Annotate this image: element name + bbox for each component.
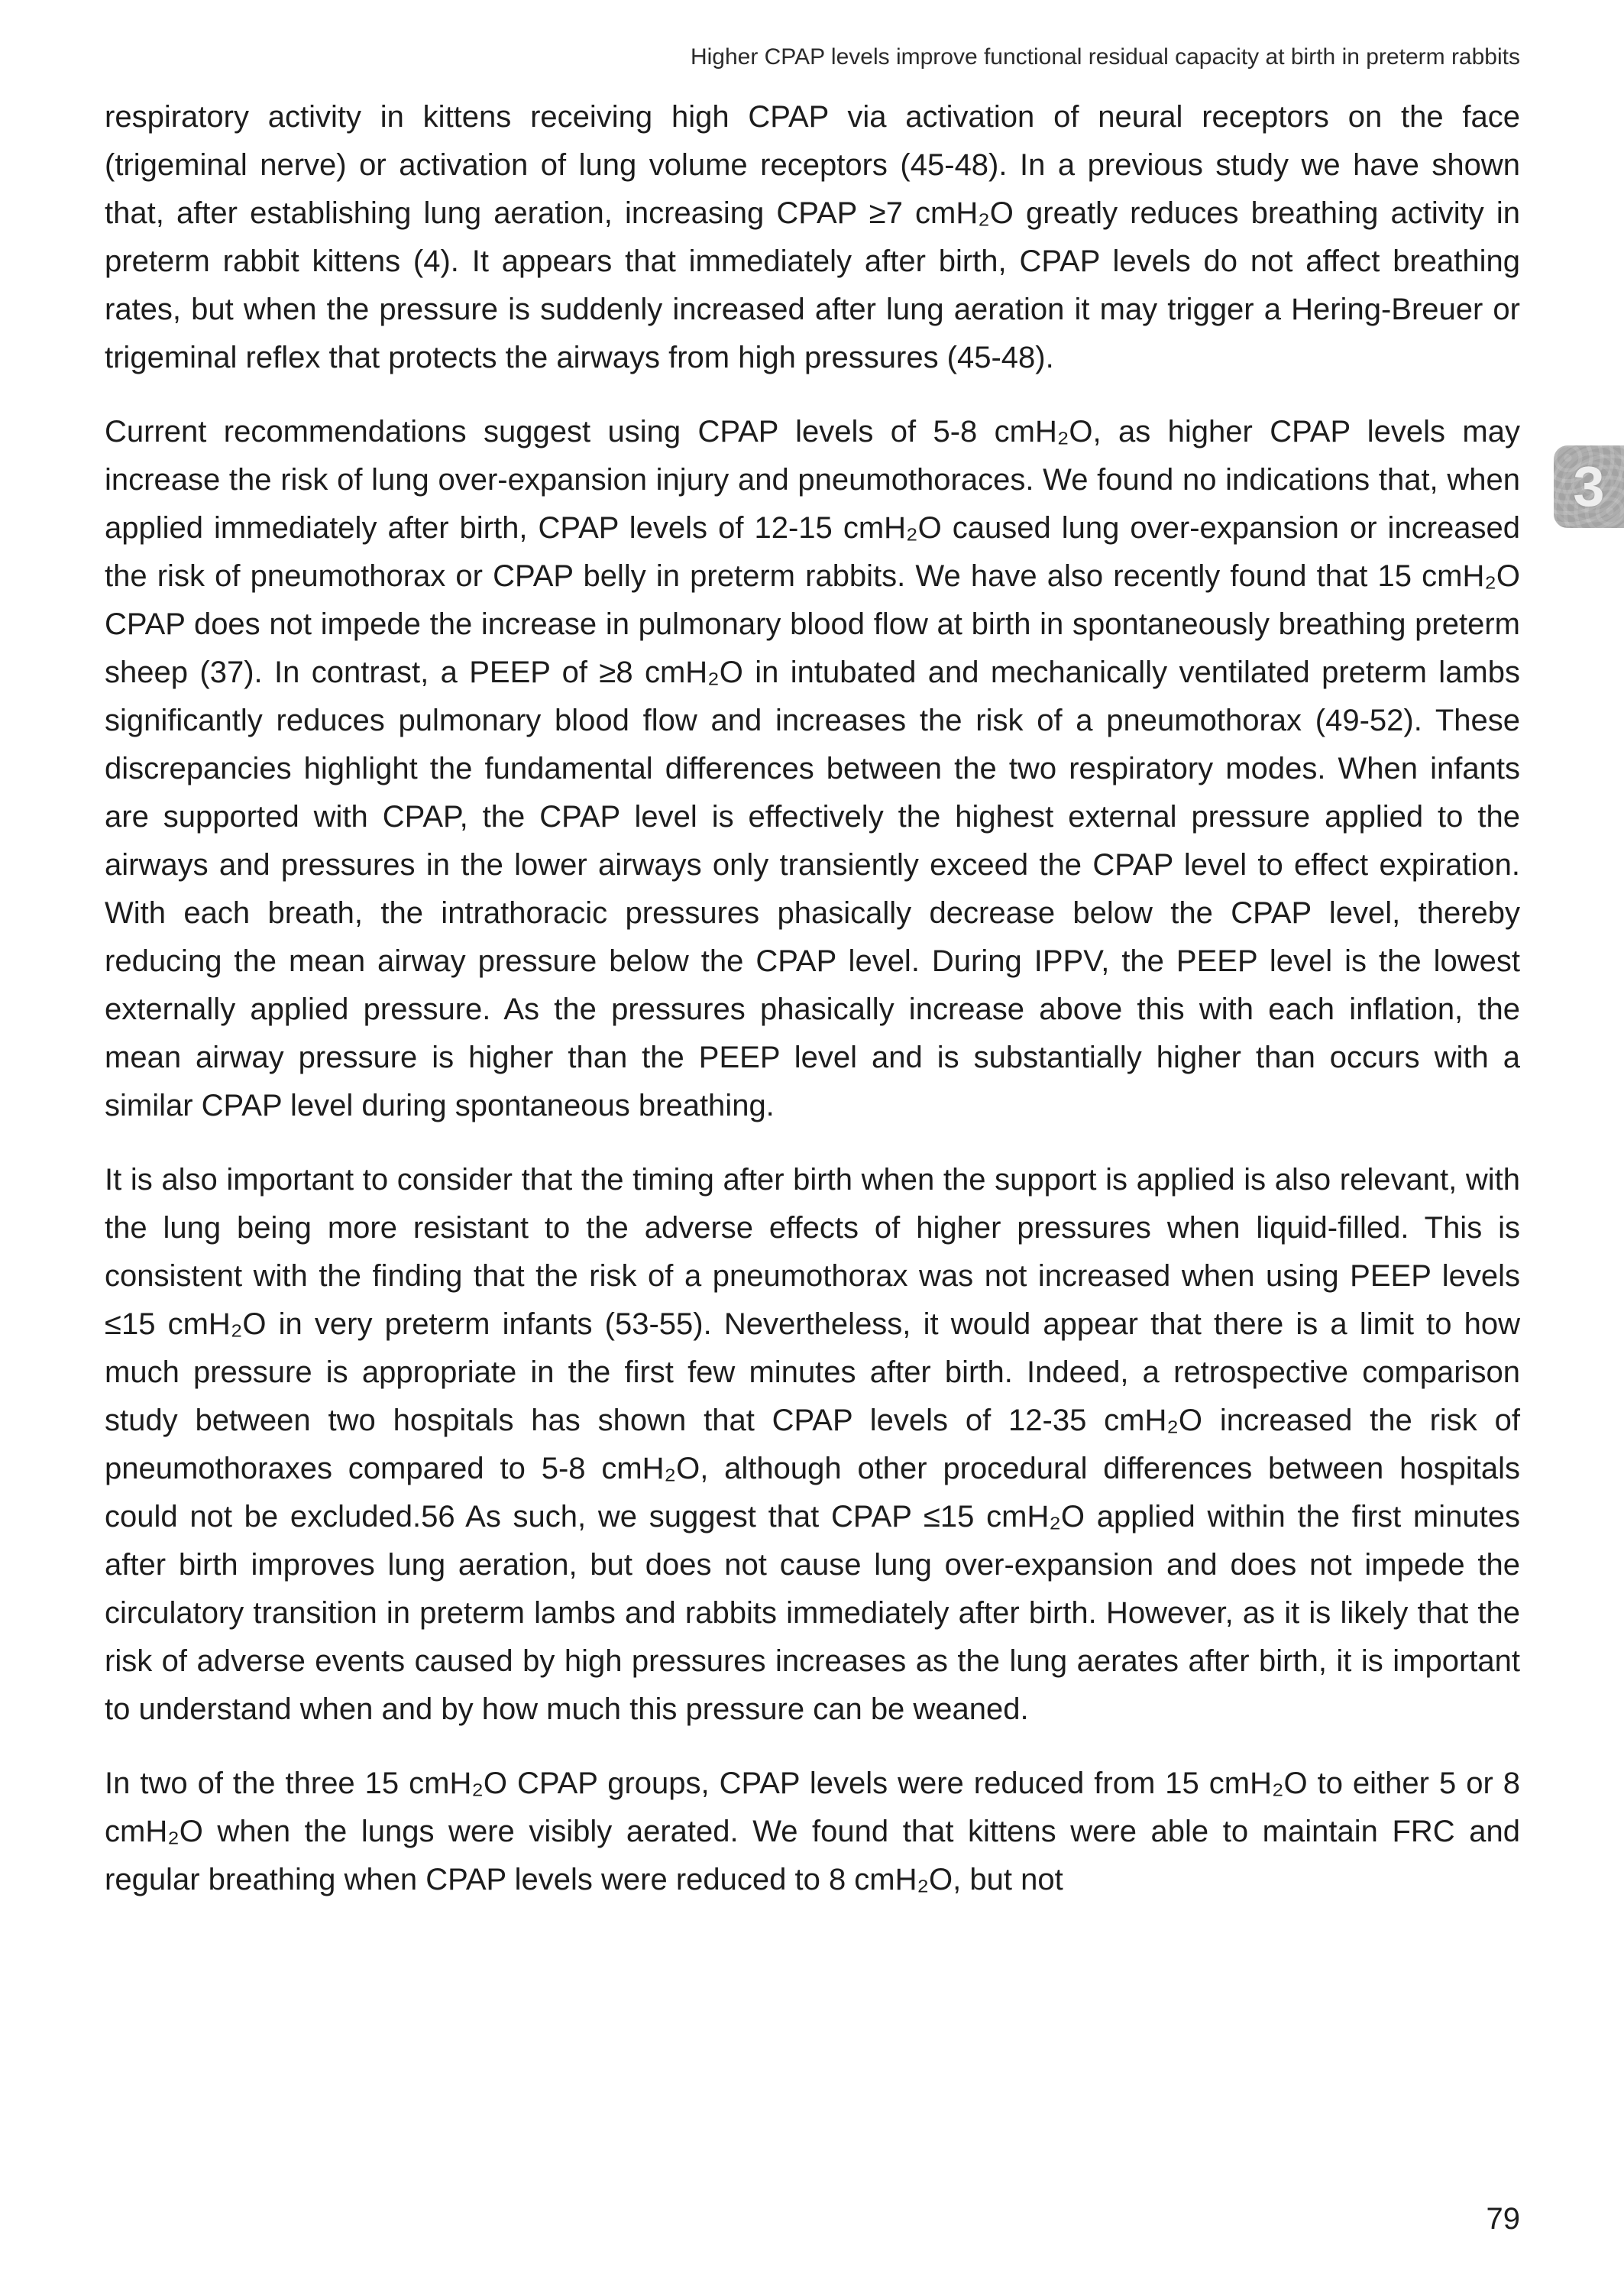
- chapter-tab: [1554, 445, 1624, 528]
- paragraph: In two of the three 15 cmH₂O CPAP groups, CPAP levels were reduced from 15 cmH₂O to either 5 or 8 cmH₂O when the lungs were visibly aerated. We found that kittens were able to maintain FRC and regular breathing when CPAP levels were reduced to 8 cmH₂O, but not: [105, 1767, 1520, 1896]
- paragraph: It is also important to consider that the timing after birth when the support is applied is also relevant, with the lung being more resistant to the adverse effects of higher pressures when liquid-filled. This is consistent with the finding that the risk of a pneumothorax was not increased when using PEEP levels ≤15 cmH₂O in very preterm infants (53-55). Nevertheless, it would appear that there is a limit to how much pressure is appropriate in the first few minutes after birth. Indeed, a retrospective comparison study between two hospitals has shown that CPAP levels of 12-35 cmH₂O increased the risk of pneumothoraxes compared to 5-8 cmH₂O, although other procedural differences between hospitals could not be excluded.56 As such, we suggest that CPAP ≤15 cmH₂O applied within the first minutes after birth improves lung aeration, but does not cause lung over-expansion and does not impede the circulatory transition in preterm lambs and rabbits immediately after birth. However, as it is likely that the risk of adverse events caused by high pressures increases as the lung aerates after birth, it is important to understand when and by how much this pressure can be weaned.: [105, 1163, 1520, 1726]
- paragraph: Current recommendations suggest using CPAP levels of 5-8 cmH₂O, as higher CPAP levels may increase the risk of lung over-expansion injury and pneumothoraces. We found no indications that, when applied immediately after birth, CPAP levels of 12-15 cmH₂O caused lung over-expansion or increased the risk of pneumothorax or CPAP belly in preterm rabbits. We have also recently found that 15 cmH₂O CPAP does not impede the increase in pulmonary blood flow at birth in spontaneously breathing preterm sheep (37). In contrast, a PEEP of ≥8 cmH₂O in intubated and mechanically ventilated preterm lambs significantly reduces pulmonary blood flow and increases the risk of a pneumothorax (49-52). These discrepancies highlight the fundamental differences between the two respiratory modes. When infants are supported with CPAP, the CPAP level is effectively the highest external pressure applied to the airways and pressures in the lower airways only transiently exceed the CPAP level to effect expiration. With each breath, the intrathoracic pressures phasically decrease below the CPAP level, thereby reducing the mean airway pressure below the CPAP level. During IPPV, the PEEP level is the lowest externally applied pressure. As the pressures phasically increase above this with each inflation, the mean airway pressure is higher than the PEEP level and is substantially higher than occurs with a similar CPAP level during spontaneous breathing.: [105, 415, 1520, 1122]
- body-text: [105, 93, 1520, 1930]
- running-head: Higher CPAP levels improve functional residual capacity at birth in preterm rabbits: [690, 44, 1520, 70]
- page-number: 79: [1486, 2202, 1520, 2236]
- paragraph: respiratory activity in kittens receiving high CPAP via activation of neural receptors on the face (trigeminal nerve) or activation of lung volume receptors (45-48). In a previous study we have shown that, after establishing lung aeration, increasing CPAP ≥7 cmH₂O greatly reduces breathing activity in preterm rabbit kittens (4). It appears that immediately after birth, CPAP levels do not affect breathing rates, but when the pressure is suddenly increased after lung aeration it may trigger a Hering-Breuer or trigeminal reflex that protects the airways from high pressures (45-48).: [105, 100, 1520, 374]
- chapter-number: 3: [1573, 455, 1605, 518]
